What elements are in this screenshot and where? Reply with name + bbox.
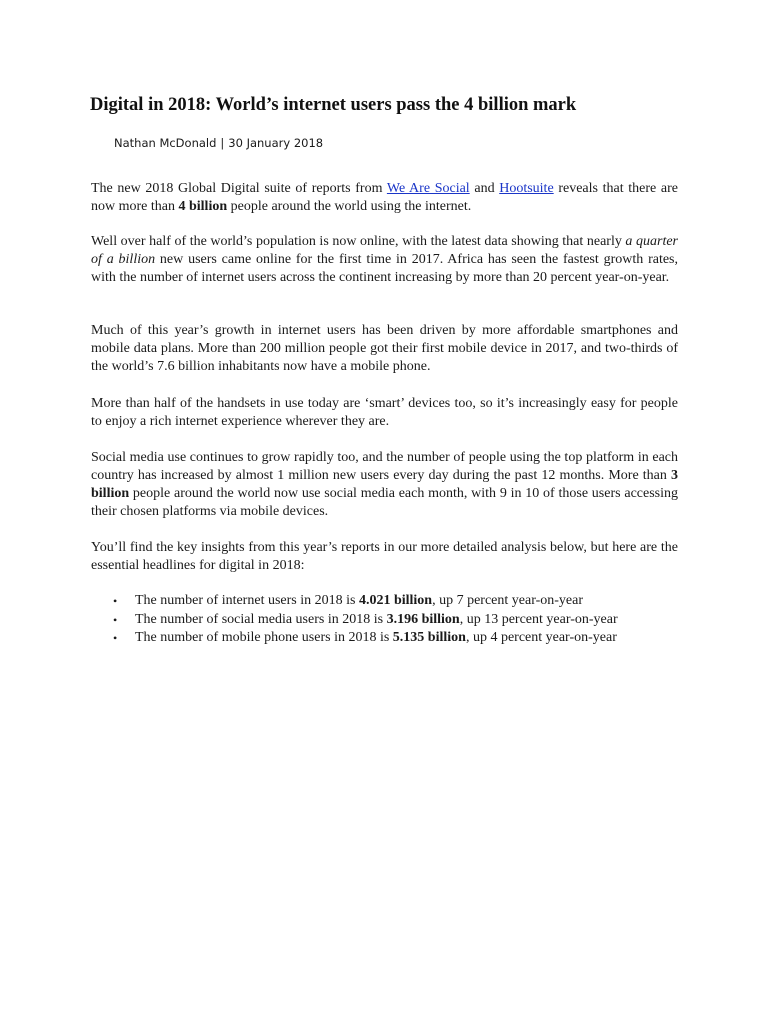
paragraph-text: people around the world now use social media each month, with 9 in 10 of those users accessing their chosen platforms via mobile devices. — [91, 486, 678, 519]
list-item-text: The number of mobile phone users in 2018 is — [135, 630, 393, 645]
bullet-icon: • — [113, 594, 118, 608]
byline-separator: | — [220, 136, 225, 150]
bold-stat: 4.021 billion — [358, 593, 433, 608]
we-are-social-link[interactable]: We Are Social — [386, 181, 470, 196]
list-item-text: The number of internet users in 2018 is — [135, 593, 359, 608]
headline-list — [91, 592, 678, 648]
list-item — [91, 629, 678, 648]
paragraph-insights: You’ll find the key insights from this year’s reports in our more detailed analysis below, but here are the essential headlines for digital in 2018: — [91, 540, 678, 573]
list-item-text: , up 7 percent year-on-year — [432, 593, 584, 608]
paragraph-growth: Much of this year’s growth in internet users has been driven by more affordable smartphones and mobile data plans. More than 200 million people got their first mobile device in 2017, and two-thirds of the world’s 7.6 billion inhabitants now have a mobile phone. — [91, 323, 678, 374]
paragraph-intro — [91, 180, 678, 216]
article-title: Digital in 2018: World’s internet users pass the 4 billion mark — [90, 95, 577, 115]
bold-stat: 3.196 billion — [386, 611, 460, 627]
list-item-text: , up 13 percent year-on-year — [459, 611, 618, 627]
paragraph-text: people around the world using the internet. — [227, 199, 472, 214]
byline — [114, 134, 323, 152]
list-item-text: , up 4 percent year-on-year — [465, 630, 617, 645]
paragraph-smartphones: More than half of the handsets in use today are ‘smart’ devices too, so it’s increasingly easy for people to enjoy a rich internet experience wherever they are. — [91, 396, 678, 429]
hootsuite-link[interactable]: Hootsuite — [499, 181, 554, 196]
list-item — [91, 592, 678, 611]
publish-date: 30 January 2018 — [228, 136, 324, 150]
bullet-icon: • — [113, 631, 118, 645]
bold-stat: 3 billion — [91, 468, 678, 501]
bold-stat: 4 billion — [178, 199, 228, 214]
list-item — [91, 611, 678, 630]
paragraph-text: Social media use continues to grow rapidly too, and the number of people using the top platform in each country has increased by almost 1 million new users every day during the past 12 months. More than — [91, 450, 678, 483]
paragraph-population — [91, 233, 678, 287]
bold-stat: 5.135 billion — [392, 630, 466, 645]
bullet-icon: • — [113, 612, 118, 627]
paragraph-text: and — [469, 181, 500, 196]
list-item-text: The number of social media users in 2018 is — [135, 611, 387, 627]
paragraph-text: new users came online for the first time in 2017. Africa has seen the fastest growth rates, with the number of internet users across the continent increasing by more than 20 percent year-on-year. — [91, 252, 678, 285]
paragraph-text: The new 2018 Global Digital suite of reports from — [91, 181, 387, 196]
author-name: Nathan McDonald — [114, 136, 217, 150]
paragraph-text: reveals that there are now more than — [91, 181, 678, 214]
paragraph-social-media — [91, 449, 678, 521]
paragraph-text: Well over half of the world’s population is now online, with the latest data showing that nearly — [91, 234, 626, 249]
italic-phrase: a quarter of a billion — [91, 234, 678, 267]
